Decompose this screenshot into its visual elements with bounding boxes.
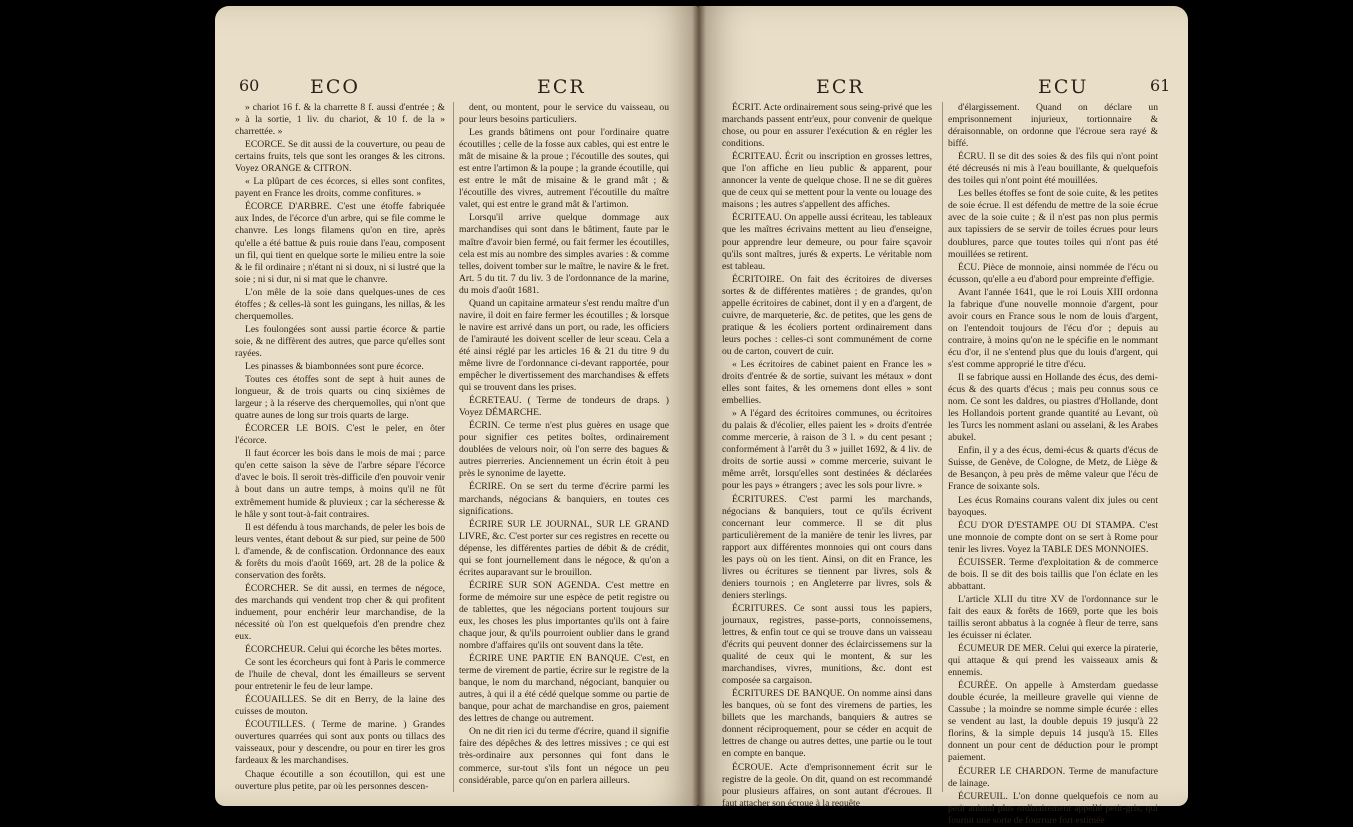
paragraph: ÉCRIT. Acte ordinairement sous seing-privé que les marchands passent entr'eux, pour convenir de quelque chose, ou pour en assurer l'exécution & en régler les conditions.	[722, 102, 932, 150]
paragraph: ÉCRITEAU. On appelle aussi écriteau, les tableaux que les maîtres écrivains mettent au lieu d'enseigne, pour apprendre leur demeure, ou pour faire sçavoir qu'ils sont maîtres, jurés & experts. Le véritable nom est tableau.	[722, 212, 932, 272]
paragraph: ÉCRETEAU. ( Terme de tondeurs de draps. ) Voyez DÉMARCHE.	[459, 395, 669, 419]
paragraph: ÉCU D'OR D'ESTAMPE OU DI STAMPA. C'est une monnoie de compte dont on se sert à Rome pour tenir les livres. Voyez la TABLE DES MONNOIES.	[948, 519, 1158, 555]
paragraph: ÉCRIRE SUR LE JOURNAL, SUR LE GRAND LIVRE, &c. C'est porter sur ces registres en recette ou dépense, les différentes parties de débit & de crédit, qui se font journellement dans le négoce, & qu'on a écrites auparavant sur le brouillon.	[459, 518, 669, 578]
book-gutter	[692, 6, 706, 806]
column-rule	[453, 102, 454, 792]
right-column-2	[948, 102, 1158, 826]
paragraph: ÉCUISSER. Terme d'exploitation & de commerce de bois. Il se dit des bois taillis que l'on éclate en les abbattant.	[948, 556, 1158, 592]
paragraph: « Les écritoires de cabinet paient en France les » droits d'entrée & de sortie, suivant les métaux » dont elles sont faites, & les ornemens dont elles » sont embellies.	[722, 358, 932, 407]
page-number-right: 61	[1150, 76, 1171, 95]
paragraph: ÉCRITOIRE. On fait des écritoires de diverses sortes & de différentes matières ; de grandes, qu'on appelle écritoires de cabinet, dont il y en a d'argent, de cuivre, de marqueterie, &c. de petites, que les gens de pratique & les écoliers portent ordinairement dans leurs poches : celles-ci sont communément de corne ou de carton, couvert de cuir.	[722, 273, 932, 357]
paragraph: Enfin, il y a des écus, demi-écus & quarts d'écus de Suisse, de Genève, de Cologne, de Metz, de Liège & de Besançon, à peu près de même valeur que l'écu de France de soixante sols.	[948, 445, 1158, 493]
paragraph: » chariot 16 f. & la charrette 8 f. aussi d'entrée ; & » à la sortie, 1 liv. du chariot, & 10 f. de la » charrettée. »	[235, 102, 445, 138]
paragraph: ÉCORCHER. Se dit aussi, en termes de négoce, des marchands qui vendent trop cher & qui profitent induement, pour enchérir leur marchandise, de la nécessité où l'on est quelquefois d'en prendre chez eux.	[235, 582, 445, 643]
paragraph: d'élargissement. Quand on déclare un emprisonnement injurieux, tortionnaire & déraisonnable, on ordonne que l'écroue sera rayé & biffé.	[948, 102, 1158, 150]
paragraph: ÉCORCER LE BOIS. C'est le peler, en ôter l'écorce.	[235, 423, 445, 447]
paragraph: Avant l'année 1641, que le roi Louis XIII ordonna la fabrique d'une nouvelle monnoie d'argent, pour avoir cours en France sous le nom de louis d'argent, on l'entendoit toujours de l'écu d'or ; depuis au contraire, à moins qu'on ne le spécifie en le nommant écu d'or, il ne s'entend plus que du louis d'argent, qui s'est comme approprié le titre d'écu.	[948, 286, 1158, 370]
paragraph: Les écus Romains courans valent dix jules ou cent bayoques.	[948, 494, 1158, 518]
paragraph: » A l'égard des écritoires communes, ou écritoires du palais & d'écolier, elles paient les » droits d'entrée comme mercerie, à raison de 3 l. » du cent pesant ; conformément à l'arrêt du 3 » juillet 1692, & 4 liv. de droits de sortie aussi » comme mercerie, suivant le même arrêt, lorsqu'elles sont destinées & déclarées pour les pays » étrangers ; avec les sols pour livre. »	[722, 408, 932, 492]
paragraph: ÉCURÉE. On appelle à Amsterdam guedasse double écurée, la meilleure gravelle qui vienne de Cassube ; la moindre se nomme simple écurée : elles se vendent au last, la double depuis 19 jusqu'à 22 florins, & la simple depuis 14 jusqu'à 15. Elles donnent un pour cent de déduction pour le prompt paiement.	[948, 680, 1158, 764]
running-head-ecr-right: ECR	[816, 76, 865, 98]
paragraph: Chaque écoutille a son écoutillon, qui est une ouverture plus petite, par où les personnes descen-	[235, 768, 445, 792]
paragraph: Quand un capitaine armateur s'est rendu maître d'un navire, il doit en faire fermer les écoutilles ; & lorsque le navire est arrivé dans un port, ou rade, les officiers de l'amirauté les doivent sceller de leur sceau. Cela a été ainsi réglé par les articles 16 & 21 du titre 9 du même livre de l'ordonnance ci-devant rapportée, pour empêcher le divertissement des marchandises & effets qui se trouvent dans les prises.	[459, 297, 669, 394]
paragraph: ÉCRU. Il se dit des soies & des fils qui n'ont point été décreusés ni mis à l'eau bouillante, & quelquefois des toiles qui n'ont point été mouillées.	[948, 151, 1158, 187]
right-page	[698, 6, 1188, 826]
paragraph: « La plûpart de ces écorces, si elles sont confites, payent en France les droits, comme confitures. »	[235, 176, 445, 200]
paragraph: ÉCUREUIL. L'on donne quelquefois ce nom au petit animal plus ordinairement appellé petit-gris, qui fournit une sorte de fourrure fort estimée	[948, 790, 1158, 826]
paragraph: ÉCRIRE UNE PARTIE EN BANQUE. C'est, en terme de virement de partie, écrire sur le registre de la banque, le nom du marchand, négociant, banquier ou autres, à qui il a été cédé quelque somme ou partie de banque, pour achat de marchandise en gros, paiement des lettres de change ou autrement.	[459, 653, 669, 725]
paragraph: ÉCROUE. Acte d'emprisonnement écrit sur le registre de la geole. On dit, quand on est recommandé pour plusieurs affaires, on sont autant d'écroues. Il faut attacher son écroue à la requête	[722, 761, 932, 809]
paragraph: ÉCUMEUR DE MER. Celui qui exerce la piraterie, qui attaque & qui prend les vaisseaux amis & ennemis.	[948, 643, 1158, 679]
paragraph: Les pinasses & biambonnées sont pure écorce.	[245, 360, 424, 372]
paragraph: ÉCOUAILLES. Se dit en Berry, de la laine des cuisses de mouton.	[235, 694, 445, 718]
paragraph: ÉCRITURES DE BANQUE. On nomme ainsi dans les banques, où se font des viremens de parties, les billets que les marchands, banquiers & autres se donnent réciproquement, pour se céder en acquit de lettres de change ou autres dettes, une partie ou le tout en compte en banque.	[722, 688, 932, 760]
running-head-ecu: ECU	[1038, 76, 1089, 98]
paragraph: Il est défendu à tous marchands, de peler les bois de leurs ventes, étant debout & sur pied, sur peine de 500 l. d'amende, & de confiscation. Ordonnance des eaux & forêts du mois d'août 1669, art. 28 de la police & conservation des forêts.	[235, 521, 445, 581]
paragraph: ÉCU. Pièce de monnoie, ainsi nommée de l'écu ou écusson, qu'elle a eu d'abord pour empreinte d'effigie.	[948, 261, 1158, 285]
paragraph: Les grands bâtimens ont pour l'ordinaire quatre écoutilles ; celle de la fosse aux cables, qui est entre le mât de misaine & la proue ; l'écoutille des soutes, qui est entre l'artimon & la poupe ; la grande écoutille, qui est entre le mât de misaine & le grand mât ; & l'écoutille des vivres, autrement l'écoutille du maître valet, qui est entre le grand mât & l'artimon.	[459, 127, 669, 211]
paragraph: ÉCORCE D'ARBRE. C'est une étoffe fabriquée aux Indes, de l'écorce d'un arbre, qui se file comme le chanvre. Les longs filamens qu'on en tire, après qu'elle a été battue & puis rouie dans l'eau, composent un fil, qui tient en quelque sorte le milieu entre la soie & le fil ordinaire ; n'étant ni si doux, ni si lustré que la soie ; ni si dur, ni si mat que le chanvre.	[235, 201, 445, 285]
left-column-1	[235, 102, 445, 792]
paragraph: Lorsqu'il arrive quelque dommage aux marchandises qui sont dans le bâtiment, faute par le maître d'avoir bien fermé, ou fait fermer les écoutilles, cela est mis au nombre des simples avaries : & comme telles, doivent tomber sur le maître, le navire & le fret. Art. 5 du tit. 7 du liv. 3 de l'ordonnance de la marine, du mois d'août 1681.	[459, 212, 669, 296]
paragraph: On ne dit rien ici du terme d'écrire, quand il signifie faire des dépêches & des lettres missives ; ce qui est très-ordinaire aux personnes qui font dans le commerce, sur-tout s'ils font un négoce un peu considérable, parce qu'on en parlera ailleurs.	[459, 726, 669, 786]
paragraph: dent, ou montent, pour le service du vaisseau, ou pour leurs besoins particuliers.	[459, 102, 669, 126]
paragraph: ECORCE. Se dit aussi de la couverture, ou peau de certains fruits, tels que sont les oranges & les citrons. Voyez ORANGE & CITRON.	[235, 139, 445, 175]
paragraph: ÉCRIN. Ce terme n'est plus guères en usage que pour signifier ces petites boîtes, ordinairement doublées de velours noir, où l'on serre des bagues & autres pierreries. Anciennement un écrin étoit à peu près le synonime de layette.	[459, 420, 669, 480]
running-head-ecr-left: ECR	[537, 76, 586, 98]
paragraph: ÉCRIRE SUR SON AGENDA. C'est mettre en forme de mémoire sur une espèce de petit registre ou de tablettes, que les négocians portent toujours sur eux, les choses les plus importantes qu'ils ont à faire chaque jour, & qu'ils pourroient oublier dans le grand nombre d'affaires qu'ils ont souvent dans la tête.	[459, 579, 669, 652]
left-column-2	[459, 102, 669, 792]
paragraph: ÉCURER LE CHARDON. Terme de manufacture de lainage.	[948, 765, 1158, 789]
paragraph: ÉCRIRE. On se sert du terme d'écrire parmi les marchands, négocians & banquiers, en toutes ces significations.	[459, 481, 669, 517]
paragraph: Ce sont les écorcheurs qui font à Paris le commerce de l'huile de cheval, dont les émailleurs se servent pour entretenir le feu de leur lampe.	[235, 657, 445, 693]
paragraph: L'article XLII du titre XV de l'ordonnance sur le fait des eaux & forêts de 1669, porte que les bois taillis seront abbatus à la cognée à fleur de terre, sans les écuisser ni éclater.	[948, 593, 1158, 642]
paragraph: Toutes ces étoffes sont de sept à huit aunes de longueur, & de trois quarts ou cinq sixièmes de largeur ; à la réserve des cherquemolles, qui n'ont que quatre aunes de long sur trois quarts de large.	[235, 374, 445, 422]
left-page	[215, 6, 698, 806]
left-running-head	[215, 76, 698, 100]
paragraph: ÉCRITURES. C'est parmi les marchands, négocians & banquiers, tout ce qu'ils écrivent concernant leur commerce. Il se dit plus particulièrement de la manière de tenir les livres, par rapport aux différentes monnoies qui ont cours dans les pays où on les tient. Ainsi, on dit en France, les livres ou écritures se tiennent par livres, sols & deniers tournois ; en Angleterre par livres, sols & deniers sterlings.	[722, 493, 932, 601]
right-running-head	[698, 76, 1188, 100]
running-head-eco: ECO	[310, 76, 360, 98]
paragraph: ÉCRITURES. Ce sont aussi tous les papiers, journaux, registres, passe-ports, connoissemens, lettres, & enfin tout ce qui se trouve dans un vaisseau d'écrits qui peuvent donner des éclaircissemens sur la qualité de ceux qui le montent, & sur les marchandises, vivres, munitions, &c. dont est composée sa cargaison.	[722, 602, 932, 687]
paragraph: ÉCRITEAU. Écrit ou inscription en grosses lettres, que l'on affiche en lieu public & apparent, pour annoncer la vente de quelque chose. Il ne se dit guères que de ceux qui se mettent pour la vente ou louage des maisons ; les autres s'appellent des affiches.	[722, 151, 932, 211]
right-column-1	[722, 102, 932, 809]
paragraph: Il faut écorcer les bois dans le mois de mai ; parce qu'en cette saison la sève de l'arbre sépare l'écorce d'avec le bois. Il seroit très-difficile d'en pouvoir venir à bout dans un autre temps, à moins qu'il ne fût extrêmement humide & pluvieux ; car la sécheresse & le hâle y sont tout-à-fait contraires.	[235, 448, 445, 520]
paragraph: Les belles étoffes se font de soie cuite, & les petites de soie écrue. Il est défendu de mettre de la soie écrue avec de la soie cuite ; & il n'est pas non plus permis aux tapissiers de se servir de toiles écrues pour leurs doublures, parce que toutes toiles qui n'ont pas été mouillées se retirent.	[948, 188, 1158, 260]
column-rule	[942, 102, 943, 792]
paragraph: Il se fabrique aussi en Hollande des écus, des demi-écus & des quarts d'écus ; mais peu connus sous ce nom. Ce sont les daldres, ou piastres d'Hollande, dont les Hollandois portent grande quantité au Levant, où les Turcs les nomment aslani ou asselani, & les Arabes abukel.	[948, 372, 1158, 444]
page-number-left: 60	[239, 76, 260, 95]
paragraph: ÉCOUTILLES. ( Terme de marine. ) Grandes ouvertures quarrées qui sont aux ponts ou tillacs des vaisseaux, pour y descendre, ou pour en tirer les gros fardeaux & les marchandises.	[235, 719, 445, 767]
paragraph: Les foulongées sont aussi partie écorce & partie soie, & ne diffèrent des autres, que parce qu'elles sont rayées.	[235, 323, 445, 359]
paragraph: L'on mêle de la soie dans quelques-unes de ces étoffes ; & celles-là sont les guingans, les nillas, & les cherquemolles.	[235, 286, 445, 322]
paragraph: ÉCORCHEUR. Celui qui écorche les bêtes mortes.	[245, 644, 442, 656]
